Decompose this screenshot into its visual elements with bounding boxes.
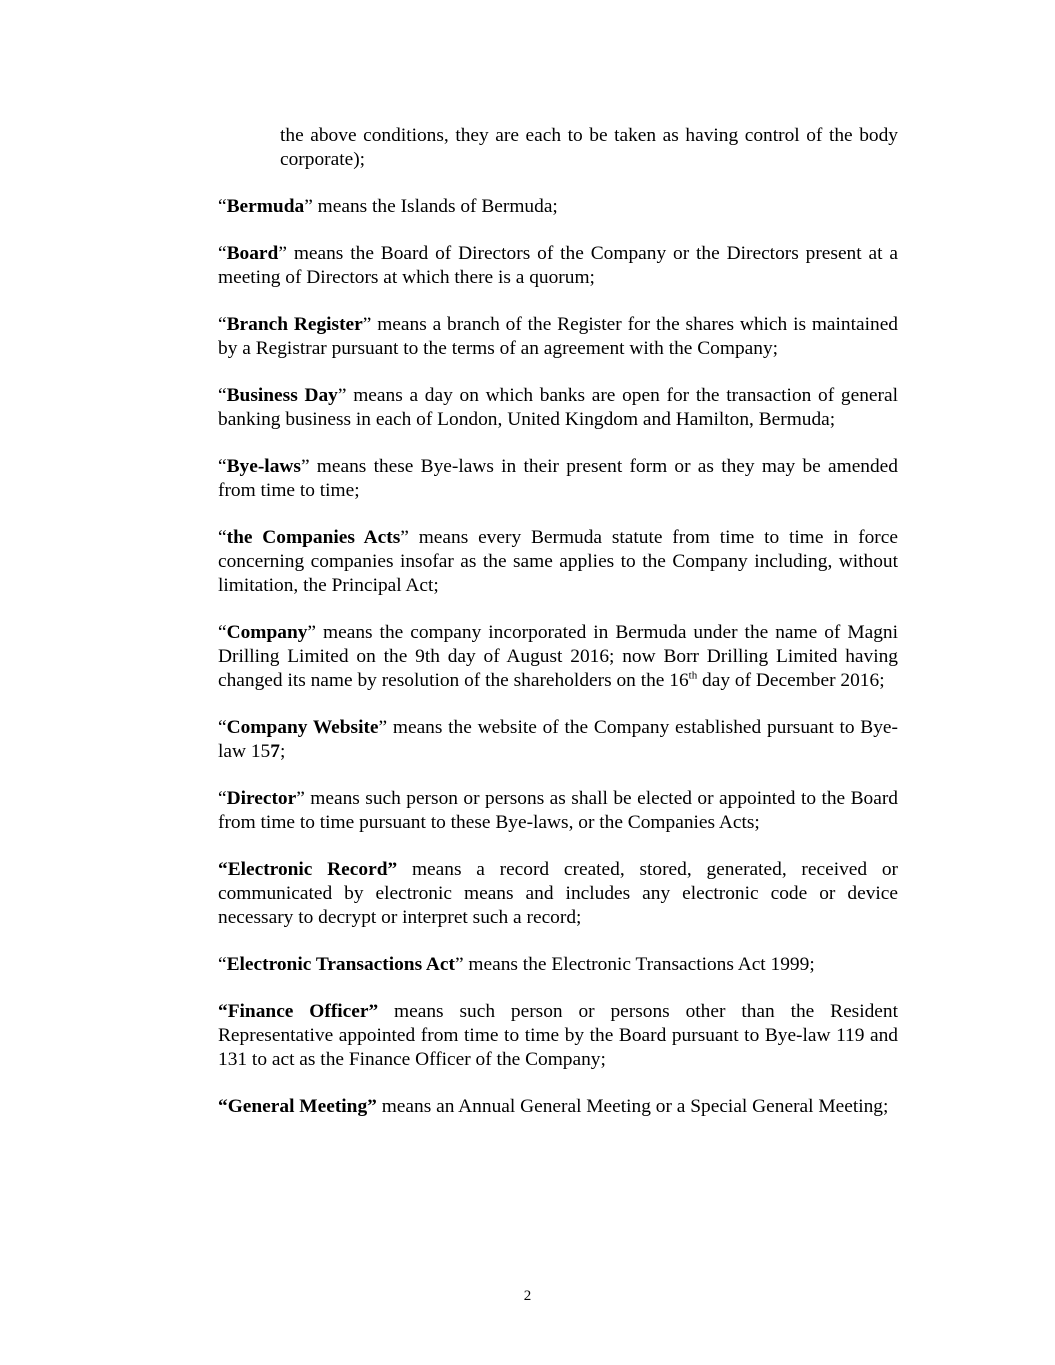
definition-board: “Board” means the Board of Directors of the Company or the Directors present at a meeting of Directors at which there is a quorum; (218, 243, 898, 288)
definition-electronic-record: “Electronic Record” means a record created, stored, generated, received or communicated by electronic means and includes any electronic code or device necessary to decrypt or interpret such a record; (218, 859, 899, 928)
definition-bermuda: “Bermuda” means the Islands of Bermuda; (218, 196, 558, 217)
defined-term: “Finance Officer” (218, 1001, 379, 1022)
defined-term: Company Website (226, 717, 379, 738)
page-number: 2 (523, 1288, 532, 1304)
definition-business-day: “Business Day” means a day on which banks are open for the transaction of general banking business in each of London, United Kingdom and Hamilton, Bermuda; (218, 385, 898, 430)
definition-general-meeting: “General Meeting” means an Annual General Meeting or a Special General Meeting; (218, 1096, 889, 1117)
defined-term: Board (226, 243, 279, 264)
superscript-ordinal: th (688, 669, 698, 682)
definition-company: “Company” means the company incorporated in Bermuda under the name of Magni Drilling Limited on the 9th day of August 2016; now Borr Drilling Limited having changed its name by resolution of the shareholders on the 16th day of December 2016; (218, 622, 898, 691)
definitions-body (218, 124, 898, 1142)
definition-finance-officer: “Finance Officer” means such person or persons other than the Resident Representative appointed from time to time by the Board pursuant to Bye-law 119 and 131 to act as the Finance Officer of the Company; (218, 1001, 898, 1070)
definition-electronic-transactions-act: “Electronic Transactions Act” means the Electronic Transactions Act 1999; (218, 954, 815, 975)
defined-term: “General Meeting” (218, 1096, 377, 1117)
definition-bye-laws: “Bye-laws” means these Bye-laws in their present form or as they may be amended from time to time; (218, 456, 898, 501)
definition-company-website: “Company Website” means the website of the Company established pursuant to Bye-law 157; (218, 717, 898, 762)
defined-term: the Companies Acts (226, 527, 401, 548)
defined-term: Branch Register (226, 314, 363, 335)
definition-branch-register: “Branch Register” means a branch of the Register for the shares which is maintained by a Registrar pursuant to the terms of an agreement with the Company; (218, 314, 898, 359)
defined-term: Director (226, 788, 297, 809)
definition-director: “Director” means such person or persons as shall be elected or appointed to the Board from time to time pursuant to these Bye-laws, or the Companies Acts; (218, 788, 898, 833)
continuation-paragraph: the above conditions, they are each to be taken as having control of the body corporate); (280, 125, 898, 170)
definition-companies-acts: “the Companies Acts” means every Bermuda statute from time to time in force concerning companies insofar as the same applies to the Company including, without limitation, the Principal Act; (218, 527, 898, 596)
defined-term: Bermuda (226, 196, 305, 217)
defined-term: Business Day (226, 385, 338, 406)
defined-term: Electronic Transactions Act (226, 954, 455, 975)
defined-term: Company (226, 622, 308, 643)
defined-term: Bye-laws (226, 456, 301, 477)
defined-term: “Electronic Record” (218, 859, 398, 880)
bye-law-number-digit: 7 (270, 741, 280, 762)
